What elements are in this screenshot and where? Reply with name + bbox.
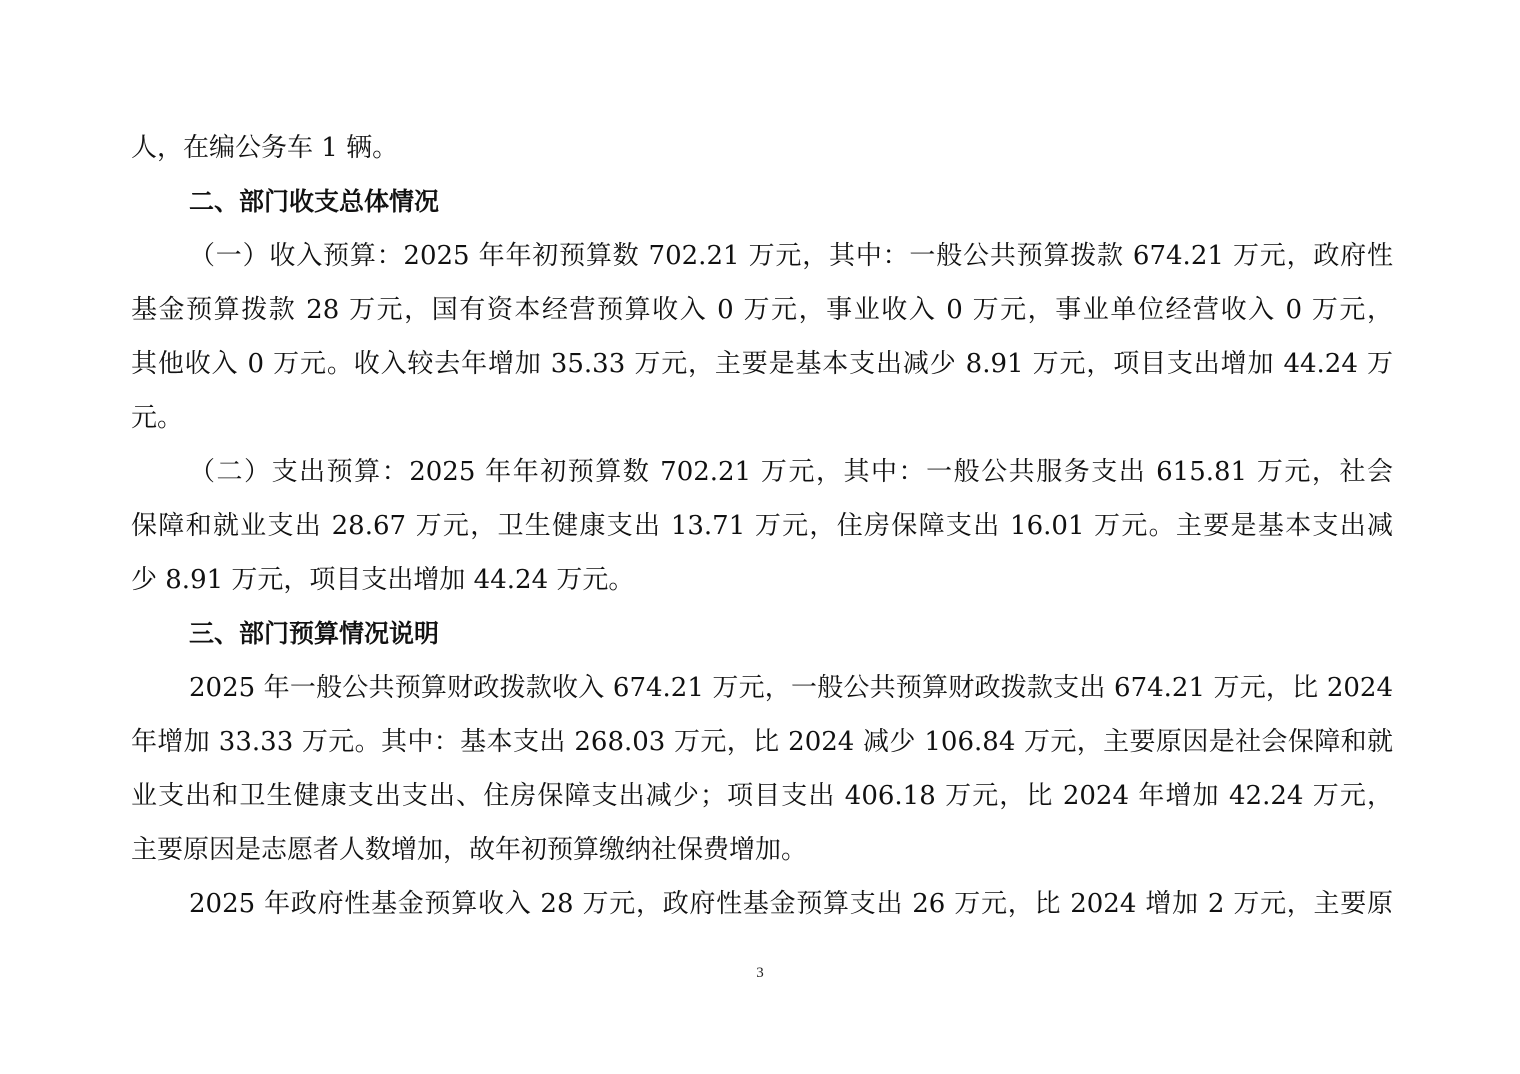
- paragraph-line: 2025 年政府性基金预算收入 28 万元，政府性基金预算支出 26 万元，比 2024 增加 2 万元，主要原: [189, 889, 1393, 919]
- paragraph-line: 少 8.91 万元，项目支出增加 44.24 万元。: [131, 565, 635, 595]
- paragraph-line: 主要原因是志愿者人数增加，故年初预算缴纳社保费增加。: [131, 835, 808, 865]
- paragraph-line: 基金预算拨款 28 万元，国有资本经营预算收入 0 万元，事业收入 0 万元，事业单位经营收入 0 万元，: [131, 295, 1393, 325]
- paragraph-line: 其他收入 0 万元。收入较去年增加 35.33 万元，主要是基本支出减少 8.91 万元，项目支出增加 44.24 万: [131, 349, 1393, 379]
- paragraph-line: 元。: [131, 403, 184, 433]
- paragraph-line: 业支出和卫生健康支出支出、住房保障支出减少；项目支出 406.18 万元，比 2024 年增加 42.24 万元，: [131, 781, 1393, 811]
- paragraph-line: 年增加 33.33 万元。其中：基本支出 268.03 万元，比 2024 减少 106.84 万元，主要原因是社会保障和就: [131, 727, 1393, 757]
- paragraph-line: 2025 年一般公共预算财政拨款收入 674.21 万元，一般公共预算财政拨款支出 674.21 万元，比 2024: [189, 673, 1393, 703]
- paragraph-line: （一）收入预算：2025 年年初预算数 702.21 万元，其中：一般公共预算拨款 674.21 万元，政府性: [189, 241, 1393, 271]
- paragraph-line: 保障和就业支出 28.67 万元，卫生健康支出 13.71 万元，住房保障支出 16.01 万元。主要是基本支出减: [131, 511, 1393, 541]
- paragraph-line: 人，在编公务车 1 辆。: [131, 133, 399, 163]
- section-heading: 三、部门预算情况说明: [189, 619, 440, 648]
- document-body: [131, 124, 1393, 934]
- page-number: 3: [756, 965, 764, 981]
- paragraph-line: （二）支出预算：2025 年年初预算数 702.21 万元，其中：一般公共服务支出 615.81 万元，社会: [189, 457, 1393, 487]
- section-heading: 二、部门收支总体情况: [189, 187, 440, 216]
